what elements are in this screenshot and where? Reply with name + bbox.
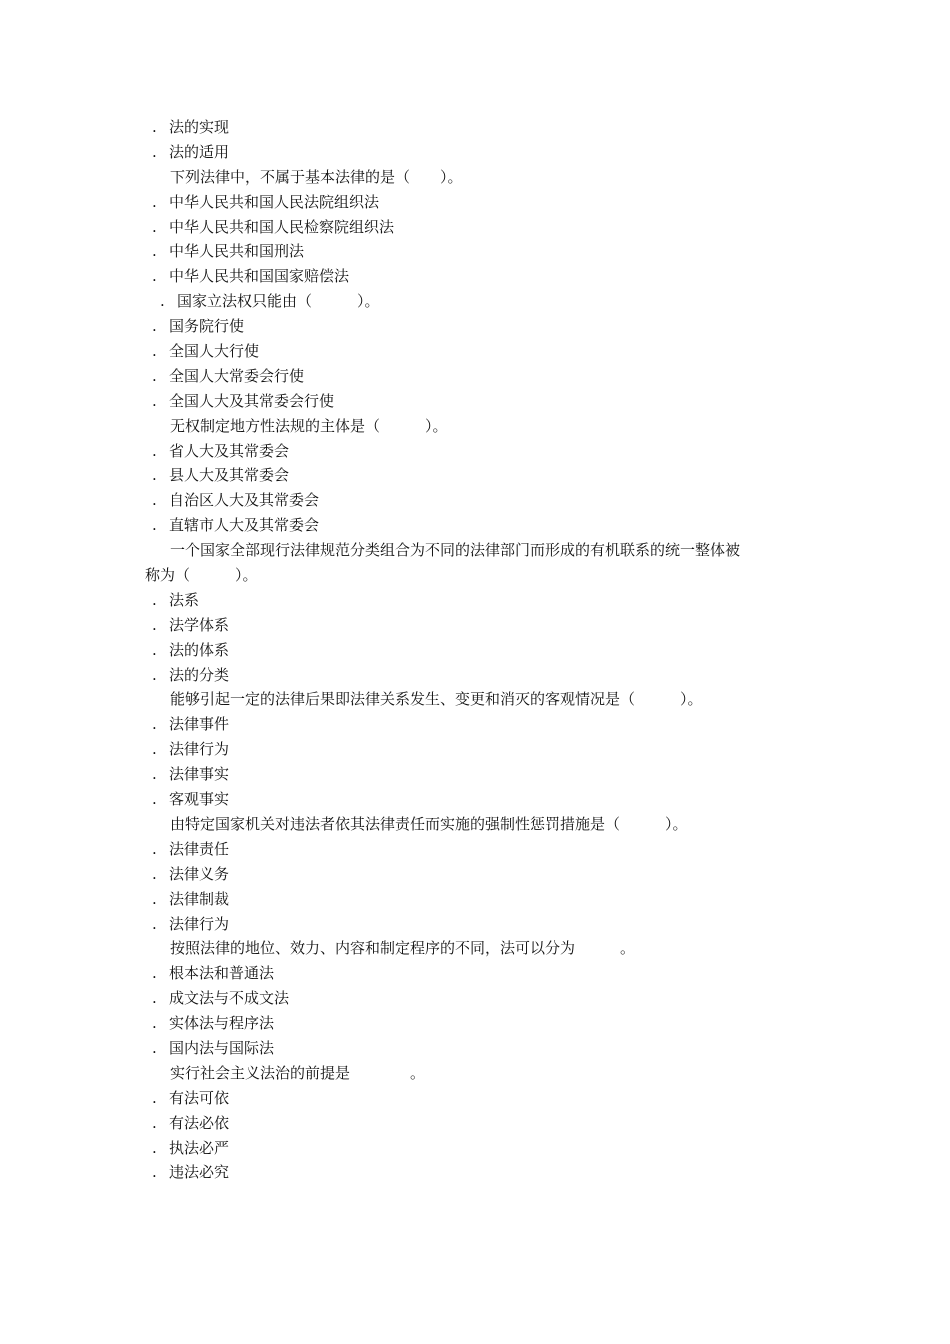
option-item xyxy=(0,463,950,488)
option-text: 有法必依 xyxy=(169,1113,230,1132)
option-text: 全国人大常委会行使 xyxy=(169,366,305,385)
option-bullet: . xyxy=(152,640,157,659)
question-text: 下列法律中，不属于基本法律的是（ ）。 xyxy=(170,167,463,186)
option-bullet: . xyxy=(152,964,157,983)
option-bullet: . xyxy=(152,391,157,410)
option-text: 全国人大及其常委会行使 xyxy=(169,391,335,410)
option-bullet: . xyxy=(152,765,157,784)
option-item xyxy=(0,264,950,289)
option-bullet: . xyxy=(152,889,157,908)
option-item xyxy=(0,289,950,314)
option-item xyxy=(0,588,950,613)
option-item xyxy=(0,314,950,339)
option-bullet: . xyxy=(152,317,157,336)
option-item xyxy=(0,1160,950,1185)
option-bullet: . xyxy=(152,1113,157,1132)
option-bullet: . xyxy=(152,192,157,211)
option-item xyxy=(0,787,950,812)
document-page xyxy=(0,115,950,1185)
option-bullet: . xyxy=(152,516,157,535)
option-bullet: . xyxy=(152,839,157,858)
option-text: 法的分类 xyxy=(169,665,230,684)
option-item xyxy=(0,1036,950,1061)
option-text: 根本法和普通法 xyxy=(169,964,275,983)
question-continuation: 称为（ ）。 xyxy=(145,566,258,585)
option-bullet: . xyxy=(152,366,157,385)
option-bullet: . xyxy=(152,864,157,883)
option-item xyxy=(0,837,950,862)
option-item xyxy=(0,737,950,762)
question-text: 一个国家全部现行法律规范分类组合为不同的法律部门而形成的有机联系的统一整体被 xyxy=(170,541,741,560)
option-item xyxy=(0,190,950,215)
option-bullet: . xyxy=(152,590,157,609)
option-text: 中华人民共和国刑法 xyxy=(169,242,305,261)
option-text: 法系 xyxy=(169,590,200,609)
option-text: 违法必究 xyxy=(169,1163,230,1182)
option-bullet: . xyxy=(152,1038,157,1057)
option-bullet: . xyxy=(152,1138,157,1157)
question-text: 无权制定地方性法规的主体是（ ）。 xyxy=(170,416,448,435)
option-bullet: . xyxy=(152,790,157,809)
option-bullet: . xyxy=(152,491,157,510)
option-bullet: . xyxy=(152,615,157,634)
option-item xyxy=(0,239,950,264)
question-text: 由特定国家机关对违法者依其法律责任而实施的强制性惩罚措施是（ ）。 xyxy=(170,814,688,833)
option-bullet: . xyxy=(152,740,157,759)
option-text: 中华人民共和国人民法院组织法 xyxy=(169,192,380,211)
option-bullet: . xyxy=(152,466,157,485)
option-bullet: . xyxy=(160,292,165,311)
option-text: 有法可依 xyxy=(169,1088,230,1107)
option-item xyxy=(0,912,950,937)
option-text: 法的实现 xyxy=(169,118,230,136)
option-bullet: . xyxy=(152,267,157,286)
question-text: 能够引起一定的法律后果即法律关系发生、变更和消灭的客观情况是（ ）。 xyxy=(170,690,703,709)
option-text: 法的适用 xyxy=(169,142,230,161)
option-bullet: . xyxy=(152,1014,157,1033)
option-text: 法的体系 xyxy=(169,640,230,659)
option-item xyxy=(0,215,950,240)
option-item xyxy=(0,339,950,364)
option-item xyxy=(0,513,950,538)
option-text: 国内法与国际法 xyxy=(169,1038,275,1057)
option-text: 执法必严 xyxy=(169,1138,230,1157)
option-item xyxy=(0,389,950,414)
option-bullet: . xyxy=(152,1088,157,1107)
option-text: 中华人民共和国国家赔偿法 xyxy=(169,267,350,286)
option-item xyxy=(0,1086,950,1111)
option-bullet: . xyxy=(152,989,157,1008)
option-item xyxy=(0,1011,950,1036)
option-text: 直辖市人大及其常委会 xyxy=(169,516,320,535)
option-text: 国家立法权只能由（ ）。 xyxy=(177,292,380,311)
option-text: 全国人大行使 xyxy=(169,342,260,361)
option-text: 法律事实 xyxy=(169,765,230,784)
question-text: 实行社会主义法治的前提是 。 xyxy=(170,1063,426,1082)
option-item xyxy=(0,638,950,663)
option-bullet: . xyxy=(152,715,157,734)
option-text: 省人大及其常委会 xyxy=(169,441,290,460)
option-item xyxy=(0,115,950,140)
option-text: 实体法与程序法 xyxy=(169,1014,275,1033)
option-text: 法律事件 xyxy=(169,715,230,734)
option-item xyxy=(0,961,950,986)
option-text: 法律责任 xyxy=(169,839,230,858)
option-bullet: . xyxy=(152,665,157,684)
option-item xyxy=(0,986,950,1011)
option-bullet: . xyxy=(152,217,157,236)
option-bullet: . xyxy=(152,914,157,933)
option-text: 法学体系 xyxy=(169,615,230,634)
option-item xyxy=(0,663,950,688)
option-text: 法律义务 xyxy=(169,864,230,883)
question-text: 按照法律的地位、效力、内容和制定程序的不同，法可以分为 。 xyxy=(170,939,636,958)
option-item xyxy=(0,1136,950,1161)
option-item xyxy=(0,762,950,787)
option-text: 自治区人大及其常委会 xyxy=(169,491,320,510)
option-item xyxy=(0,712,950,737)
option-bullet: . xyxy=(152,242,157,261)
option-item xyxy=(0,862,950,887)
option-text: 客观事实 xyxy=(169,790,230,809)
option-text: 成文法与不成文法 xyxy=(169,989,290,1008)
option-text: 法律行为 xyxy=(169,740,230,759)
option-text: 法律行为 xyxy=(169,914,230,933)
option-bullet: . xyxy=(152,441,157,460)
option-item xyxy=(0,613,950,638)
option-item xyxy=(0,1111,950,1136)
option-item xyxy=(0,887,950,912)
option-item xyxy=(0,488,950,513)
option-item xyxy=(0,364,950,389)
option-text: 中华人民共和国人民检察院组织法 xyxy=(169,217,395,236)
option-item xyxy=(0,140,950,165)
option-text: 法律制裁 xyxy=(169,889,230,908)
option-bullet: . xyxy=(152,142,157,161)
option-text: 国务院行使 xyxy=(169,317,245,336)
option-bullet: . xyxy=(152,342,157,361)
option-bullet: . xyxy=(152,118,157,136)
option-text: 县人大及其常委会 xyxy=(169,466,290,485)
option-bullet: . xyxy=(152,1163,157,1182)
option-item xyxy=(0,439,950,464)
